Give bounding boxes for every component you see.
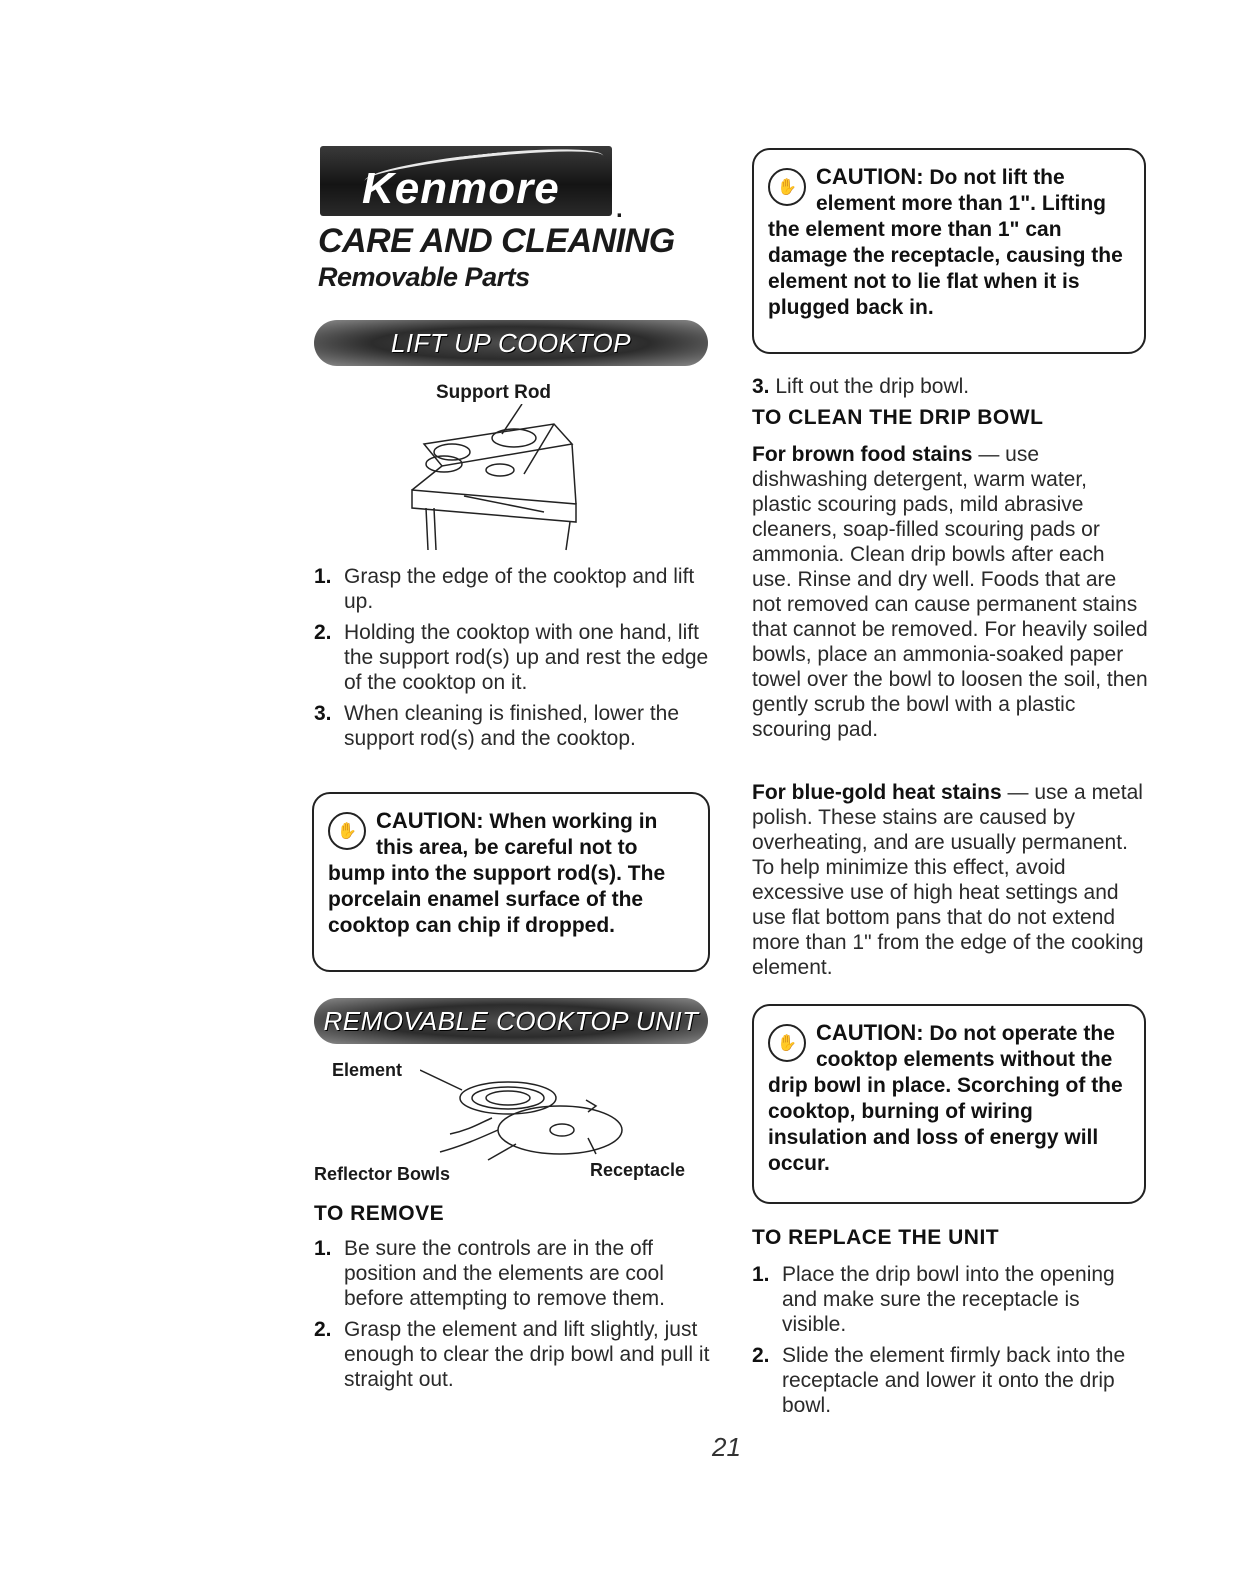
step-number: 1.: [314, 565, 332, 588]
lift-steps-list: [314, 564, 714, 757]
step-number: 2.: [752, 1344, 770, 1367]
step-text: Slide the element firmly back into the receptacle and lower it onto the drip bowl.: [782, 1344, 1126, 1417]
caution-lead: CAUTION:: [816, 1020, 924, 1045]
banner-removable-cooktop-unit: [314, 998, 708, 1044]
section-title: CARE AND CLEANING: [318, 222, 675, 260]
list-item: [752, 1343, 1148, 1418]
list-item: [314, 564, 714, 614]
reflector-bowls-label: Reflector Bowls: [314, 1164, 451, 1184]
replace-unit-heading: TO REPLACE THE UNIT: [752, 1226, 1000, 1249]
element-label: Element: [332, 1060, 403, 1080]
caution-text: When working in this area, be careful not to bump into the support rod(s). The porcelain enamel surface of the cooktop can chip if dropped.: [328, 810, 666, 937]
list-item: [314, 620, 714, 695]
step-text: Lift out the drip bowl.: [775, 375, 970, 398]
blue-gold-stains-paragraph: [752, 780, 1150, 980]
brown-stains-text: — use dishwashing detergent, warm water, plastic scouring pads, mild abrasive cleaners, soap-filled scouring pads or ammonia. Clean drip bowls after each use. Rinse and dry well. Foods that are not removed can cause permanent stains that cannot be removed. For heavily soiled bowls, place an ammonia-soaked paper towel over the bowl to loosen the soil, then gently scrub the bowl with a plastic scouring pad.: [752, 443, 1148, 741]
brown-stains-paragraph: [752, 442, 1150, 742]
replace-steps-list: [752, 1262, 1148, 1424]
step-number: 3.: [752, 375, 770, 398]
kenmore-logo: [320, 146, 612, 216]
receptacle-label: Receptacle: [590, 1160, 686, 1180]
cooktop-support-rod-illustration: [404, 404, 594, 554]
element-removal-illustration: [420, 1060, 630, 1170]
list-item: [314, 701, 714, 751]
step-text: Place the drip bowl into the opening and make sure the receptacle is visible.: [782, 1263, 1115, 1336]
caution-hand-icon: ✋: [328, 812, 366, 850]
list-item: [314, 1317, 714, 1392]
support-rod-label: Support Rod: [436, 382, 552, 403]
caution-lead: CAUTION:: [816, 164, 924, 189]
blue-gold-lead: For blue-gold heat stains: [752, 781, 1002, 804]
step-text: When cleaning is finished, lower the support rod(s) and the cooktop.: [344, 702, 680, 750]
step-number: 1.: [752, 1263, 770, 1286]
logo-text: Kenmore: [362, 164, 560, 213]
banner-lift-up-cooktop: [314, 320, 708, 366]
caution-hand-icon: ✋: [768, 1024, 806, 1062]
blue-gold-text: — use a metal polish. These stains are caused by overheating, and are usually permanent. To help minimize this effect, avoid excessive use of high heat settings and use flat bottom pans that do not extend more than 1" from the edge of the cooking element.: [752, 781, 1144, 979]
caution-text: Do not lift the element more than 1". Lifting the element more than 1" can damage the receptacle, causing the element not to lie flat when it is plugged back in.: [768, 166, 1123, 319]
step-number: 1.: [314, 1237, 332, 1260]
brown-stains-lead: For brown food stains: [752, 443, 973, 466]
step-number: 3.: [314, 702, 332, 725]
remove-steps-list: [314, 1236, 714, 1398]
section-subtitle: Removable Parts: [318, 262, 530, 292]
list-item: [314, 1236, 714, 1311]
caution-box-support-rod: [312, 792, 710, 972]
page-number: 21: [712, 1432, 741, 1462]
list-item: [752, 1262, 1148, 1337]
step-number: 2.: [314, 621, 332, 644]
step-text: Holding the cooktop with one hand, lift the support rod(s) up and rest the edge of the cooktop on it.: [344, 621, 709, 694]
step-text: Grasp the edge of the cooktop and lift up.: [344, 565, 695, 613]
caution-text: Do not operate the cooktop elements without the drip bowl in place. Scorching of the cooktop, burning of wiring insulation and loss of energy will occur.: [768, 1022, 1123, 1175]
clean-drip-bowl-heading: TO CLEAN THE DRIP BOWL: [752, 406, 1044, 429]
caution-hand-icon: ✋: [768, 168, 806, 206]
caution-box-lift-element: [752, 148, 1146, 354]
step-3-paragraph: [752, 374, 1148, 399]
banner-label: LIFT UP COOKTOP: [390, 327, 632, 358]
logo-dot: .: [616, 196, 623, 223]
step-text: Grasp the element and lift slightly, just enough to clear the drip bowl and pull it straight out.: [344, 1318, 710, 1391]
banner-label: REMOVABLE COOKTOP UNIT: [323, 1005, 699, 1036]
step-text: Be sure the controls are in the off position and the elements are cool before attempting to remove them.: [344, 1237, 665, 1310]
caution-lead: CAUTION:: [376, 808, 484, 833]
to-remove-heading: TO REMOVE: [314, 1202, 445, 1225]
caution-box-drip-bowl: [752, 1004, 1146, 1204]
step-number: 2.: [314, 1318, 332, 1341]
